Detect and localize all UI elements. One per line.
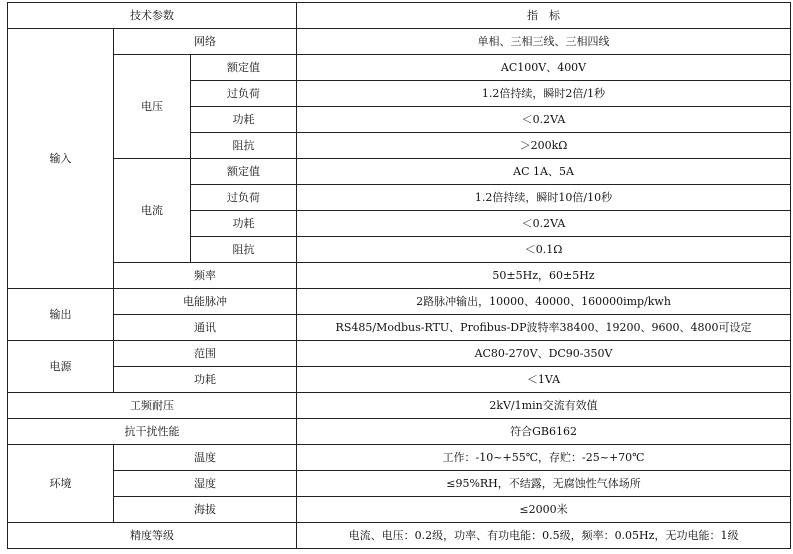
voltage-rated-label: 额定值 [191, 55, 297, 81]
network-label: 网络 [114, 29, 297, 55]
temperature-value: 工作：-10~+55℃，存贮：-25~+70℃ [297, 445, 791, 471]
group-power-supply: 电源 [8, 341, 114, 393]
table-row [8, 445, 791, 471]
supply-range-label: 范围 [114, 341, 297, 367]
group-input: 输入 [8, 29, 114, 289]
withstand-value: 2kV/1min交流有效值 [297, 393, 791, 419]
group-environment: 环境 [8, 445, 114, 523]
current-power-label: 功耗 [191, 211, 297, 237]
voltage-impedance-value: ＞200kΩ [297, 133, 791, 159]
temperature-label: 温度 [114, 445, 297, 471]
spec-table [7, 2, 791, 549]
network-value: 单相、三相三线、三相四线 [297, 29, 791, 55]
table-row [8, 471, 791, 497]
voltage-overload-value: 1.2倍持续，瞬时2倍/1秒 [297, 81, 791, 107]
current-impedance-label: 阻抗 [191, 237, 297, 263]
current-impedance-value: ＜0.1Ω [297, 237, 791, 263]
altitude-label: 海拔 [114, 497, 297, 523]
supply-consumption-value: ＜1VA [297, 367, 791, 393]
voltage-rated-value: AC100V、400V [297, 55, 791, 81]
table-row [8, 497, 791, 523]
accuracy-value: 电流、电压：0.2级，功率、有功电能：0.5级，频率：0.05Hz，无功电能：1级 [297, 523, 791, 549]
voltage-power-value: ＜0.2VA [297, 107, 791, 133]
header-spec: 指 标 [297, 3, 791, 29]
group-output: 输出 [8, 289, 114, 341]
emc-label: 抗干扰性能 [8, 419, 297, 445]
voltage-overload-label: 过负荷 [191, 81, 297, 107]
accuracy-label: 精度等级 [8, 523, 297, 549]
current-rated-label: 额定值 [191, 159, 297, 185]
table-row [8, 315, 791, 341]
humidity-value: ≤95%RH，不结露，无腐蚀性气体场所 [297, 471, 791, 497]
group-voltage: 电压 [114, 55, 191, 159]
table-row [8, 393, 791, 419]
frequency-value: 50±5Hz，60±5Hz [297, 263, 791, 289]
table-row [8, 29, 791, 55]
table-row [8, 289, 791, 315]
withstand-label: 工频耐压 [8, 393, 297, 419]
current-overload-label: 过负荷 [191, 185, 297, 211]
pulse-label: 电能脉冲 [114, 289, 297, 315]
table-row [8, 55, 791, 81]
altitude-value: ≤2000米 [297, 497, 791, 523]
current-rated-value: AC 1A、5A [297, 159, 791, 185]
group-current: 电流 [114, 159, 191, 263]
frequency-label: 频率 [114, 263, 297, 289]
pulse-value: 2路脉冲输出，10000、40000、160000imp/kwh [297, 289, 791, 315]
current-power-value: ＜0.2VA [297, 211, 791, 237]
emc-value: 符合GB6162 [297, 419, 791, 445]
table-row [8, 419, 791, 445]
comm-label: 通讯 [114, 315, 297, 341]
header-param: 技术参数 [8, 3, 297, 29]
current-overload-value: 1.2倍持续，瞬时10倍/10秒 [297, 185, 791, 211]
humidity-label: 湿度 [114, 471, 297, 497]
table-row [8, 263, 791, 289]
table-row [8, 341, 791, 367]
voltage-impedance-label: 阻抗 [191, 133, 297, 159]
table-row [8, 367, 791, 393]
table-row [8, 159, 791, 185]
table-header-row [8, 3, 791, 29]
comm-value: RS485/Modbus-RTU、Profibus-DP波特率38400、19200、9600、4800可设定 [297, 315, 791, 341]
table-row [8, 523, 791, 549]
supply-range-value: AC80-270V、DC90-350V [297, 341, 791, 367]
voltage-power-label: 功耗 [191, 107, 297, 133]
supply-consumption-label: 功耗 [114, 367, 297, 393]
